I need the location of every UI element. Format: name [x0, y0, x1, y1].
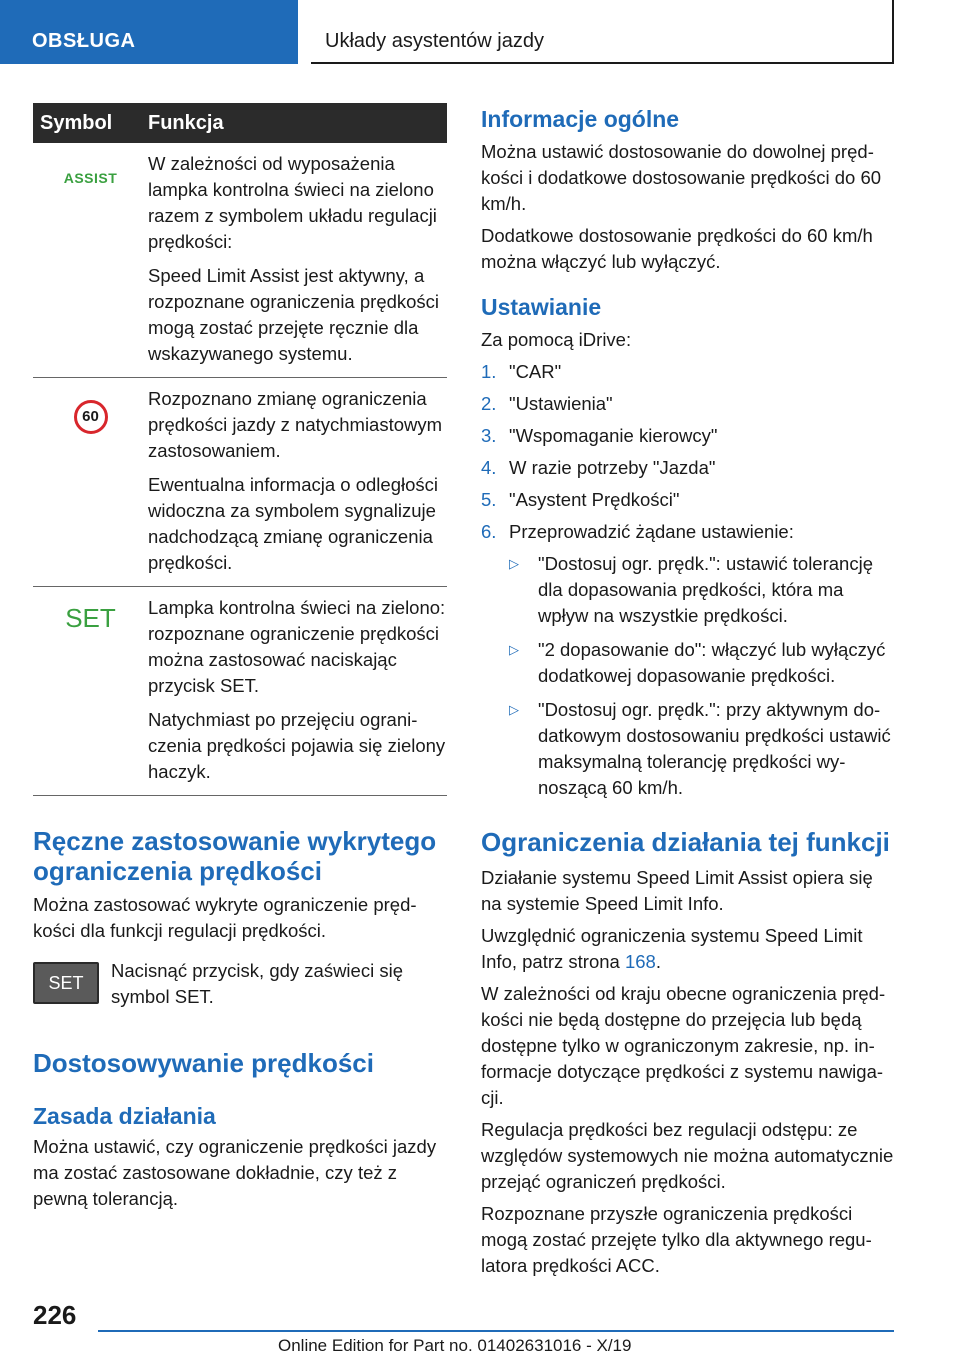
limits-p1: Działanie systemu Speed Limit Assist opiera się na systemie Speed Limit Info.	[481, 867, 873, 914]
table-row	[33, 378, 447, 587]
table-row	[33, 587, 447, 796]
footer-divider	[98, 1330, 894, 1332]
triangle-bullet-icon: ▷	[509, 642, 519, 657]
header-section-tab	[0, 0, 298, 64]
list-item: ▷ "Dostosuj ogr. prędk.": ustawić tolerancję dla dopasowania prędkości, która ma wpływ na wszystkie prędkości.	[509, 551, 895, 629]
set-button-icon: SET	[33, 962, 99, 1004]
limits-p2: Uwzględnić ograniczenia systemu Speed Limit Info, patrz strona 168.	[481, 925, 863, 972]
settings-intro: Za pomocą iDrive:	[481, 329, 632, 350]
triangle-bullet-icon: ▷	[509, 702, 519, 717]
row-text: Lampka kontrolna świeci na zielono: rozpoznane ograniczenie prędkości można zastosować naciskając przycisk SET.	[148, 597, 446, 696]
manual-title: Ręczne zastosowanie wykrytego ograniczenia prędkości	[33, 826, 437, 886]
limits-title: Ograniczenia działania tej funkcji	[481, 827, 890, 857]
row-text: Speed Limit Assist jest aktywny, a rozpoznane ograniczenia prędkości mogą zostać przejęte ręcznie dla wskazywanego systemu.	[148, 265, 440, 364]
triangle-bullet-icon: ▷	[509, 556, 519, 571]
row-text: Natychmiast po przejęciu ograniczenia prędkości pojawia się zielony haczyk.	[148, 709, 446, 782]
list-item: ▷ "Dostosuj ogr. prędk.": przy aktywnym dodatkowym dostosowaniu prędkości ustawić maksymalną tolerancję prędkości wynoszącą 60 km/h.	[509, 697, 895, 801]
row-text: Rozpoznano zmianę ograniczenia prędkości jazdy z natychmiastowym zastosowaniem.	[148, 388, 443, 461]
header-chapter-box	[311, 0, 894, 64]
settings-options	[509, 551, 895, 801]
list-item: 4. W razie potrzeby "Jazda"	[481, 457, 716, 478]
adjust-title: Dostosowywanie prędkości	[33, 1048, 374, 1078]
general-p1: Można ustawić dostosowanie do dowolnej prędkości i dodatkowe dostosowanie prędkości do 60 km/h.	[481, 141, 882, 214]
left-column	[33, 103, 447, 1218]
set-button-text: Nacisnąć przycisk, gdy zaświeci się symbol SET.	[111, 960, 403, 1007]
manual-text: Można zastosować wykryte ograniczenie prędkości dla funkcji regulacji prędkości.	[33, 894, 417, 941]
row-text: W zależności od wyposażenia lampka kontrolna świeci na zielono razem z symbolem układu regulacji prędkości:	[148, 153, 437, 252]
set-symbol-icon: SET	[65, 603, 116, 633]
page-number: 226	[33, 1300, 77, 1330]
right-column	[481, 103, 895, 1285]
list-item: 6. Przeprowadzić żądane ustawienie:	[481, 521, 794, 542]
limits-p3: W zależności od kraju obecne ograniczenia prędkości nie będą dostępne do przejęcia lub będą dostępne tylko w ograniczonym zakresie, np. informacje dotyczące prędkości z systemu nawigacji.	[481, 983, 886, 1108]
col-symbol-header: Symbol	[33, 103, 148, 143]
col-function-header: Funkcja	[148, 103, 447, 143]
assist-symbol-icon: ASSIST	[63, 170, 118, 186]
symbol-table	[33, 103, 447, 796]
settings-title: Ustawianie	[481, 294, 602, 320]
principle-text: Można ustawić, czy ograniczenie prędkości jazdy ma zostać zastosowane dokładnie, czy też z pewną tolerancją.	[33, 1136, 437, 1209]
page-link[interactable]: 168	[624, 951, 656, 972]
list-item: 3. "Wspomaganie kierowcy"	[481, 425, 718, 446]
limits-p4: Regulacja prędkości bez regulacji odstępu: ze względów systemowych nie można automatycznie przejąć ograniczeń prędkości.	[481, 1119, 894, 1192]
table-header-row	[33, 103, 447, 143]
list-item: 2. "Ustawienia"	[481, 393, 613, 414]
list-item: 1. "CAR"	[481, 361, 562, 382]
settings-steps	[481, 359, 895, 545]
limits-p5: Rozpoznane przyszłe ograniczenia prędkości mogą zostać przejęte tylko dla aktywnego regulatora prędkości ACC.	[481, 1203, 872, 1276]
row-text: Ewentualna informacja o odległości widoczna za symbolem sygnalizuje nadchodzącą zmianę ograniczenia prędkości.	[148, 474, 439, 573]
header-chapter: Układy asystentów jazdy	[325, 30, 544, 52]
list-item: 5. "Asystent Prędkości"	[481, 489, 680, 510]
general-title: Informacje ogólne	[481, 106, 680, 132]
footer-edition: Online Edition for Part no. 01402631016 - X/19	[278, 1336, 632, 1355]
principle-title: Zasada działania	[33, 1103, 216, 1129]
speed-limit-60-icon: 60	[74, 400, 108, 434]
list-item: ▷ "2 dopasowanie do": włączyć lub wyłączyć dodatkowej dopasowanie prędkości.	[509, 637, 895, 689]
table-row	[33, 143, 447, 378]
set-button-row	[33, 958, 447, 1016]
header-section: OBSŁUGA	[32, 30, 136, 52]
general-p2: Dodatkowe dostosowanie prędkości do 60 km/h można włączyć lub wyłączyć.	[481, 225, 873, 272]
